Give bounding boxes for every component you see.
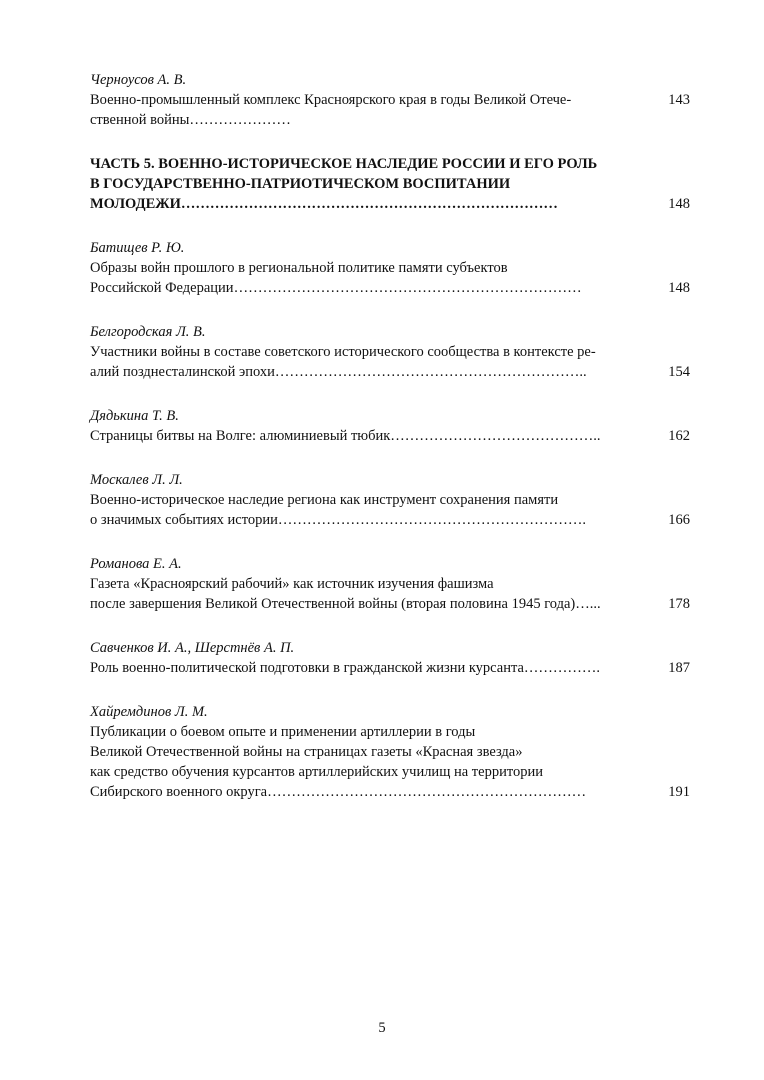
entry-title xyxy=(90,722,638,802)
entry-author: Хайремдинов Л. М. xyxy=(90,704,208,720)
entry-author: Романова Е. А. xyxy=(90,556,182,572)
entry-title-line: Публикации о боевом опыте и применении артиллерии в годы xyxy=(90,724,476,740)
entry-title-line: Военно-историческое наследие региона как инструмент сохранения памяти xyxy=(90,492,559,508)
entry-row xyxy=(90,426,690,446)
section-row xyxy=(90,154,690,214)
entry-title xyxy=(90,490,638,530)
entry-author: Москалев Л. Л. xyxy=(90,472,183,488)
entry-title-line: как средство обучения курсантов артиллерийских училищ на территории xyxy=(90,764,544,780)
section-page-number: 148 xyxy=(668,196,690,212)
page-number: 5 xyxy=(378,1020,386,1036)
entry-page-number: 143 xyxy=(668,92,690,108)
entry-page-number: 154 xyxy=(668,364,690,380)
entry-title-line: Сибирского военного округа………………………………………………………… xyxy=(90,784,587,800)
entry-title-line: Образы войн прошлого в региональной политике памяти субъектов xyxy=(90,260,508,276)
entry-row xyxy=(90,90,690,130)
entry-title xyxy=(90,258,638,298)
table-of-contents xyxy=(90,70,690,826)
entry-row xyxy=(90,574,690,614)
section-title-line: В ГОСУДАРСТВЕННО-ПАТРИОТИЧЕСКОМ ВОСПИТАНИИ xyxy=(90,176,511,192)
entry-title xyxy=(90,574,638,614)
entry-title-line: о значимых событиях истории………………………………………………………. xyxy=(90,512,586,528)
entry-title-line: Страницы битвы на Волге: алюминиевый тюбик…………………………………….. xyxy=(90,428,601,444)
entry-title xyxy=(90,90,638,130)
entry-author: Савченков И. А., Шерстнёв А. П. xyxy=(90,640,295,656)
entry-title-line: Российской Федерации……………………………………………………………… xyxy=(90,280,582,296)
entry-title xyxy=(90,426,638,446)
entry-title-line: алий позднесталинской эпохи……………………………………………………….. xyxy=(90,364,587,380)
section-title-line: ЧАСТЬ 5. ВОЕННО-ИСТОРИЧЕСКОЕ НАСЛЕДИЕ РОССИИ И ЕГО РОЛЬ xyxy=(90,156,598,172)
entry-title-line: ственной войны………………… xyxy=(90,112,291,128)
entry-title-line: после завершения Великой Отечественной войны (вторая половина 1945 года)…... xyxy=(90,596,601,612)
entry-row xyxy=(90,342,690,382)
entry-page-number: 148 xyxy=(668,280,690,296)
toc-entry xyxy=(90,702,690,802)
toc-entry xyxy=(90,638,690,678)
entry-author: Дядькина Т. В. xyxy=(90,408,179,424)
entry-title-line: Участники войны в составе советского исторического сообщества в контексте ре- xyxy=(90,344,596,360)
entry-title xyxy=(90,342,638,382)
entry-title-line: Великой Отечественной войны на страницах газеты «Красная звезда» xyxy=(90,744,523,760)
entry-title-line: Военно-промышленный комплекс Красноярского края в годы Великой Отече- xyxy=(90,92,572,108)
toc-entry xyxy=(90,238,690,298)
entry-page-number: 166 xyxy=(668,512,690,528)
entry-row xyxy=(90,258,690,298)
entry-page-number: 162 xyxy=(668,428,690,444)
entry-title-line: Газета «Красноярский рабочий» как источник изучения фашизма xyxy=(90,576,494,592)
entry-row xyxy=(90,490,690,530)
entry-page-number: 178 xyxy=(668,596,690,612)
entry-author: Батищев Р. Ю. xyxy=(90,240,185,256)
entry-row xyxy=(90,658,690,678)
toc-entry-chernousov xyxy=(90,70,690,130)
entry-page-number: 187 xyxy=(668,660,690,676)
entry-title xyxy=(90,658,638,678)
entry-page-number: 191 xyxy=(668,784,690,800)
entry-row xyxy=(90,722,690,802)
entry-title-line: Роль военно-политической подготовки в гражданской жизни курсанта……………. xyxy=(90,660,601,676)
toc-entry xyxy=(90,406,690,446)
entry-author: Белгородская Л. В. xyxy=(90,324,206,340)
entry-author: Черноусов А. В. xyxy=(90,72,187,88)
toc-entry xyxy=(90,322,690,382)
toc-entry xyxy=(90,470,690,530)
section-title-line: МОЛОДЕЖИ…………………………………………………………………… xyxy=(90,196,558,212)
toc-entry xyxy=(90,554,690,614)
section-heading-part-5 xyxy=(90,154,690,214)
section-title xyxy=(90,154,638,214)
